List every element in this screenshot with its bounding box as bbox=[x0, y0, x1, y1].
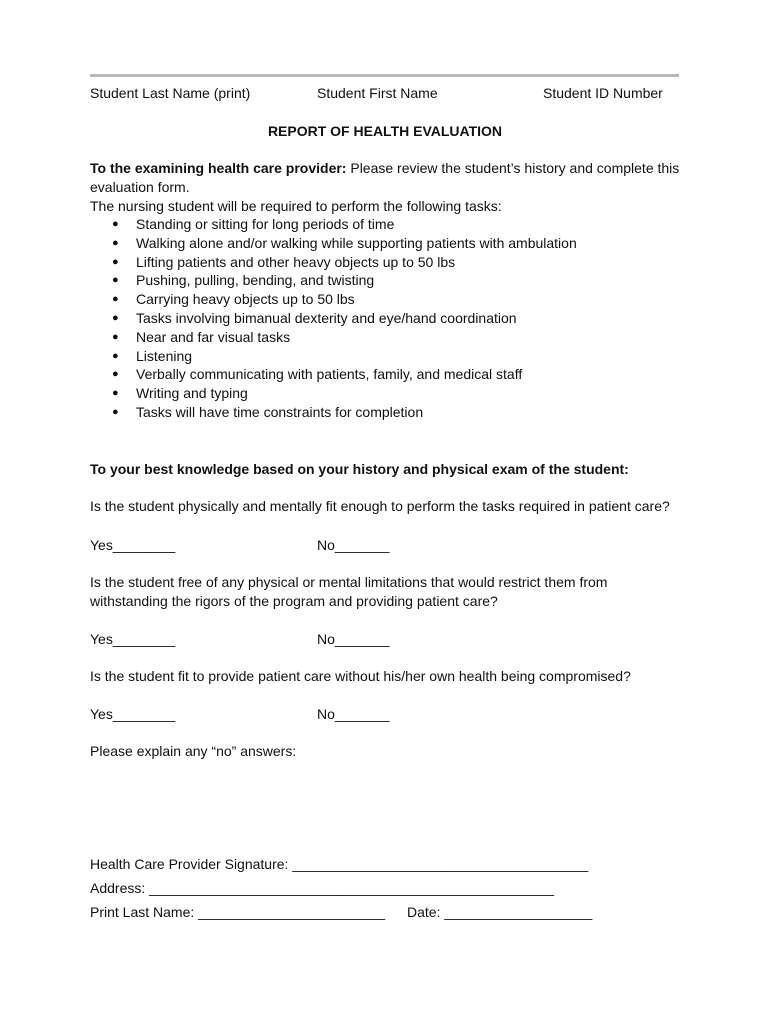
question-1-text: Is the student physically and mentally fit enough to perform the tasks required in patient care? bbox=[90, 498, 670, 514]
task-text: Listening bbox=[136, 347, 193, 364]
knowledge-heading: To your best knowledge based on your history and physical exam of the student: bbox=[90, 461, 629, 477]
task-text: Pushing, pulling, bending, and twisting bbox=[136, 272, 375, 289]
list-item bbox=[112, 403, 577, 422]
student-id-label: Student ID Number bbox=[543, 85, 663, 101]
bullet-icon: ● bbox=[112, 349, 119, 362]
print-last-name-field[interactable]: Print Last Name: ________________________ bbox=[90, 904, 386, 920]
bullet-icon: ● bbox=[112, 311, 119, 324]
task-text: Carrying heavy objects up to 50 lbs bbox=[136, 291, 355, 308]
intro-line-2: evaluation form. bbox=[90, 179, 190, 195]
question-3-no-field[interactable]: No_______ bbox=[317, 706, 390, 722]
student-first-name-label: Student First Name bbox=[317, 85, 438, 101]
question-3-text: Is the student fit to provide patient care without his/her own health being compromised? bbox=[90, 668, 631, 684]
intro-bold-lead: To the examining health care provider: bbox=[90, 160, 347, 176]
question-2-no-field[interactable]: No_______ bbox=[317, 631, 390, 647]
list-item bbox=[112, 271, 577, 290]
question-2-yes-field[interactable]: Yes________ bbox=[90, 631, 176, 647]
bullet-icon: ● bbox=[112, 236, 119, 249]
page-title: REPORT OF HEALTH EVALUATION bbox=[267, 123, 503, 139]
task-text: Tasks will have time constraints for completion bbox=[136, 403, 424, 420]
task-text: Near and far visual tasks bbox=[136, 328, 291, 345]
bullet-icon: ● bbox=[112, 274, 119, 287]
explain-label: Please explain any “no” answers: bbox=[90, 743, 297, 759]
task-text: Writing and typing bbox=[136, 385, 248, 402]
top-divider bbox=[90, 74, 679, 77]
address-field[interactable]: Address: ____________________________________________________ bbox=[90, 880, 555, 896]
bullet-icon: ● bbox=[112, 405, 119, 418]
date-field[interactable]: Date: ___________________ bbox=[407, 904, 593, 920]
list-item bbox=[112, 234, 577, 253]
list-item bbox=[112, 253, 577, 272]
list-item bbox=[112, 384, 577, 403]
task-text: Standing or sitting for long periods of time bbox=[136, 216, 395, 232]
list-item bbox=[112, 290, 577, 309]
question-1-yes-field[interactable]: Yes________ bbox=[90, 537, 176, 553]
bullet-icon: ● bbox=[112, 368, 119, 381]
bullet-icon: ● bbox=[112, 218, 119, 230]
question-1-no-field[interactable]: No_______ bbox=[317, 537, 390, 553]
list-item bbox=[112, 215, 577, 234]
task-text: Walking alone and/or walking while supporting patients with ambulation bbox=[136, 234, 577, 251]
list-item bbox=[112, 347, 577, 366]
bullet-icon: ● bbox=[112, 330, 119, 343]
tasks-intro: The nursing student will be required to perform the following tasks: bbox=[90, 198, 502, 214]
question-2-text-line-1: Is the student free of any physical or mental limitations that would restrict them from bbox=[90, 574, 608, 590]
task-text: Lifting patients and other heavy objects up to 50 lbs bbox=[136, 253, 456, 270]
bullet-icon: ● bbox=[112, 293, 119, 306]
question-3-yes-field[interactable]: Yes________ bbox=[90, 706, 176, 722]
list-item bbox=[112, 309, 577, 328]
intro-line-1 bbox=[90, 160, 679, 177]
bullet-icon: ● bbox=[112, 387, 119, 400]
question-2-text-line-2: withstanding the rigors of the program and providing patient care? bbox=[90, 593, 498, 609]
bullet-icon: ● bbox=[112, 255, 119, 268]
task-text: Tasks involving bimanual dexterity and eye/hand coordination bbox=[136, 309, 517, 326]
task-text: Verbally communicating with patients, family, and medical staff bbox=[136, 366, 523, 383]
student-last-name-label: Student Last Name (print) bbox=[90, 85, 251, 101]
list-item bbox=[112, 365, 577, 384]
intro-text: Please review the student’s history and complete this bbox=[346, 160, 680, 176]
list-item bbox=[112, 328, 577, 347]
task-list bbox=[112, 215, 577, 422]
signature-field[interactable]: Health Care Provider Signature: ______________________________________ bbox=[90, 856, 589, 872]
